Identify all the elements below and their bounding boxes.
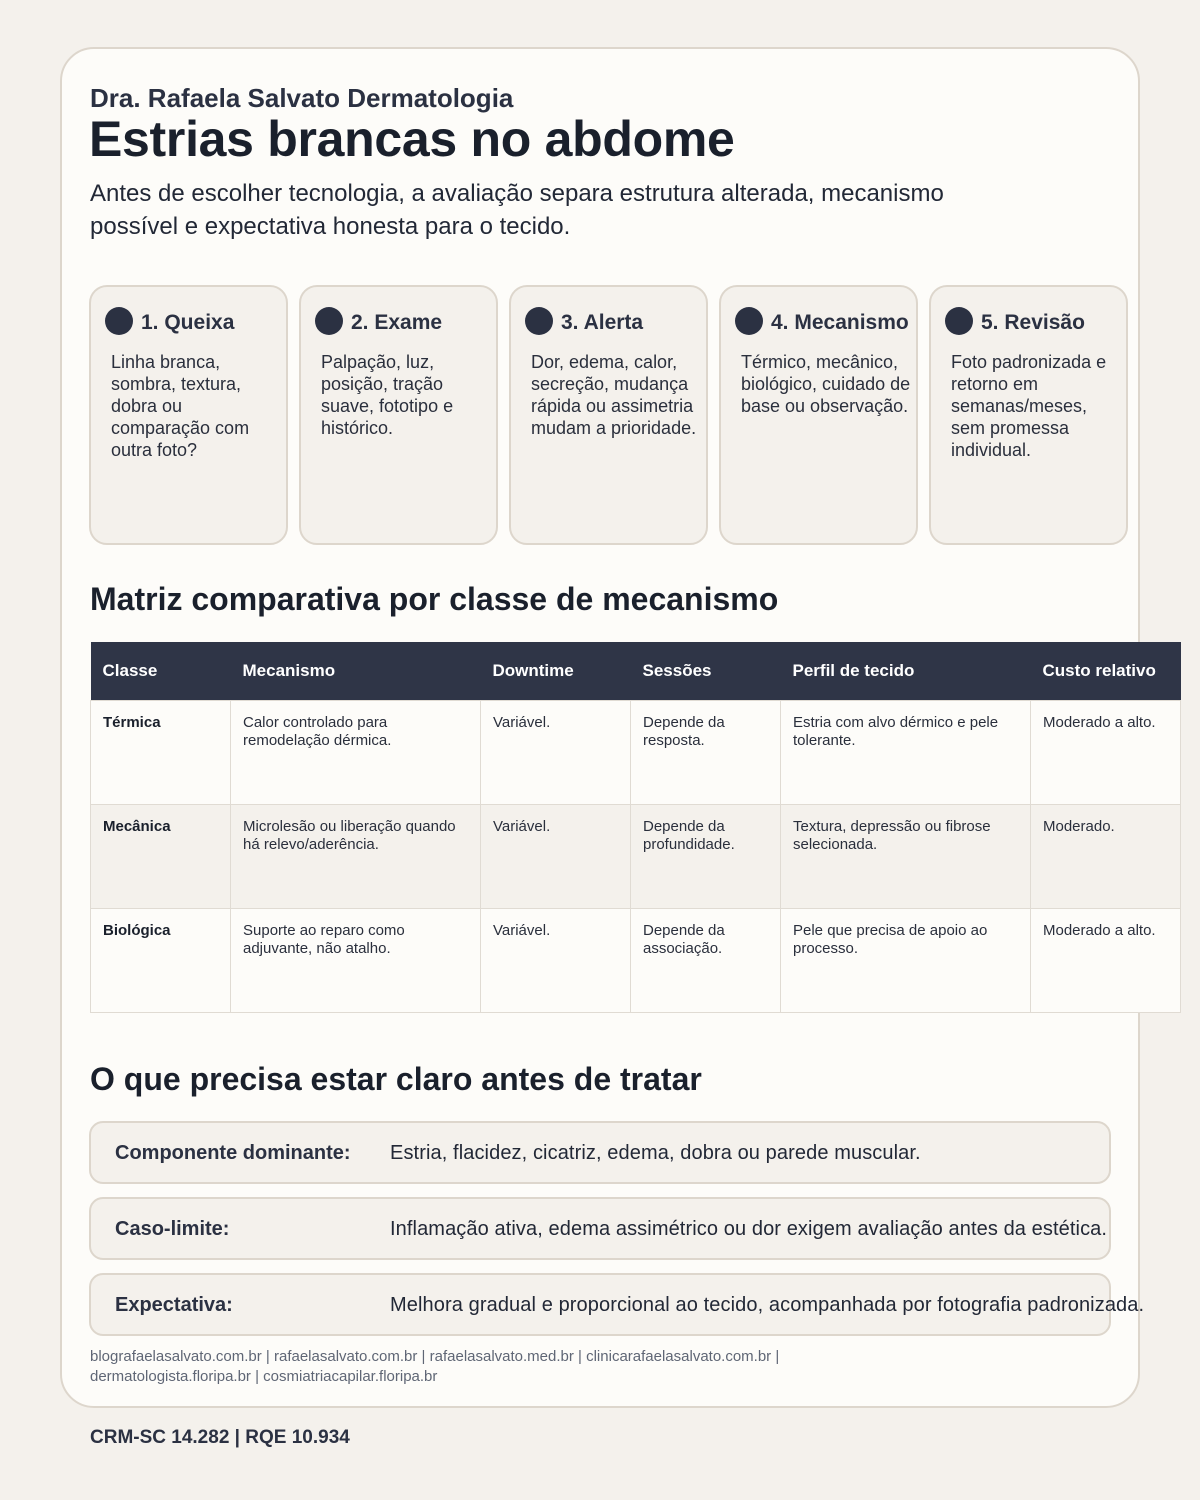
table-cell: Moderado. <box>1031 804 1181 908</box>
table-cell-class: Térmica <box>91 700 231 804</box>
table-cell: Microlesão ou liberação quando há relevo/aderência. <box>231 804 481 908</box>
table-row <box>91 908 1181 1012</box>
column-header: Custo relativo <box>1031 642 1181 700</box>
table-cell: Variável. <box>481 804 631 908</box>
clarity-label: Caso-limite: <box>115 1218 230 1240</box>
step-bullet-icon <box>735 307 763 335</box>
column-header: Mecanismo <box>231 642 481 700</box>
step-title: 1. Queixa <box>141 311 235 334</box>
clarity-item-caso-limite <box>89 1197 1111 1260</box>
step-title: 5. Revisão <box>981 311 1085 334</box>
page-title: Estrias brancas no abdome <box>89 111 735 167</box>
crm-registration: CRM-SC 14.282 | RQE 10.934 <box>90 1427 350 1448</box>
step-text: Foto padronizada e retorno em semanas/meses, sem promessa individual. <box>951 352 1107 460</box>
table-cell: Suporte ao reparo como adjuvante, não atalho. <box>231 908 481 1012</box>
step-card-alerta <box>509 285 708 545</box>
step-title: 4. Mecanismo <box>771 311 909 334</box>
step-card-queixa <box>89 285 288 545</box>
footer-links: blografaelasalvato.com.br | rafaelasalvato.com.br | rafaelasalvato.med.br | clinicarafaelasalvato.com.br | dermatologista.floripa.br | cosmiatriacapilar.floripa.br <box>90 1348 780 1385</box>
table-row <box>91 804 1181 908</box>
clarity-item-componente <box>89 1121 1111 1184</box>
brand-name: Dra. Rafaela Salvato Dermatologia <box>90 83 514 113</box>
table-cell: Depende da resposta. <box>631 700 781 804</box>
table-cell: Depende da profundidade. <box>631 804 781 908</box>
clarity-heading: O que precisa estar claro antes de tratar <box>90 1061 702 1097</box>
clarity-label: Componente dominante: <box>115 1142 351 1164</box>
table-cell: Variável. <box>481 908 631 1012</box>
table-cell: Estria com alvo dérmico e pele tolerante. <box>781 700 1031 804</box>
mechanism-matrix-table <box>90 642 1181 1013</box>
column-header: Classe <box>91 642 231 700</box>
step-text: Térmico, mecânico, biológico, cuidado de base ou observação. <box>741 352 911 416</box>
clarity-item-expectativa <box>89 1273 1145 1336</box>
table-cell: Calor controlado para remodelação dérmica. <box>231 700 481 804</box>
step-bullet-icon <box>525 307 553 335</box>
table-cell: Moderado a alto. <box>1031 700 1181 804</box>
table-cell: Moderado a alto. <box>1031 908 1181 1012</box>
table-cell-class: Biológica <box>91 908 231 1012</box>
step-card-exame <box>299 285 498 545</box>
table-cell: Pele que precisa de apoio ao processo. <box>781 908 1031 1012</box>
clarity-value: Inflamação ativa, edema assimétrico ou dor exigem avaliação antes da estética. <box>390 1218 1108 1240</box>
column-header: Sessões <box>631 642 781 700</box>
table-cell: Depende da associação. <box>631 908 781 1012</box>
table-cell: Variável. <box>481 700 631 804</box>
intro-text: Antes de escolher tecnologia, a avaliação separa estrutura alterada, mecanismo possível e expectativa honesta para o tecido. <box>90 180 944 240</box>
matrix-heading: Matriz comparativa por classe de mecanismo <box>90 581 779 617</box>
column-header: Perfil de tecido <box>781 642 1031 700</box>
clarity-value: Melhora gradual e proporcional ao tecido, acompanhada por fotografia padronizada. <box>390 1294 1145 1316</box>
step-card-revisao <box>929 285 1128 545</box>
column-header: Downtime <box>481 642 631 700</box>
table-header-row <box>91 642 1181 700</box>
table-cell: Textura, depressão ou fibrose selecionada. <box>781 804 1031 908</box>
step-text: Dor, edema, calor, secreção, mudança rápida ou assimetria mudam a prioridade. <box>531 352 697 438</box>
step-text: Linha branca, sombra, textura, dobra ou comparação com outra foto? <box>111 352 250 460</box>
step-text: Palpação, luz, posição, tração suave, fototipo e histórico. <box>321 352 454 438</box>
clarity-value: Estria, flacidez, cicatriz, edema, dobra ou parede muscular. <box>390 1142 921 1164</box>
table-row <box>91 700 1181 804</box>
clarity-label: Expectativa: <box>115 1294 233 1316</box>
table-cell-class: Mecânica <box>91 804 231 908</box>
step-bullet-icon <box>945 307 973 335</box>
step-title: 2. Exame <box>351 311 443 334</box>
step-card-mecanismo <box>719 285 918 545</box>
step-title: 3. Alerta <box>561 311 644 334</box>
step-bullet-icon <box>315 307 343 335</box>
step-bullet-icon <box>105 307 133 335</box>
